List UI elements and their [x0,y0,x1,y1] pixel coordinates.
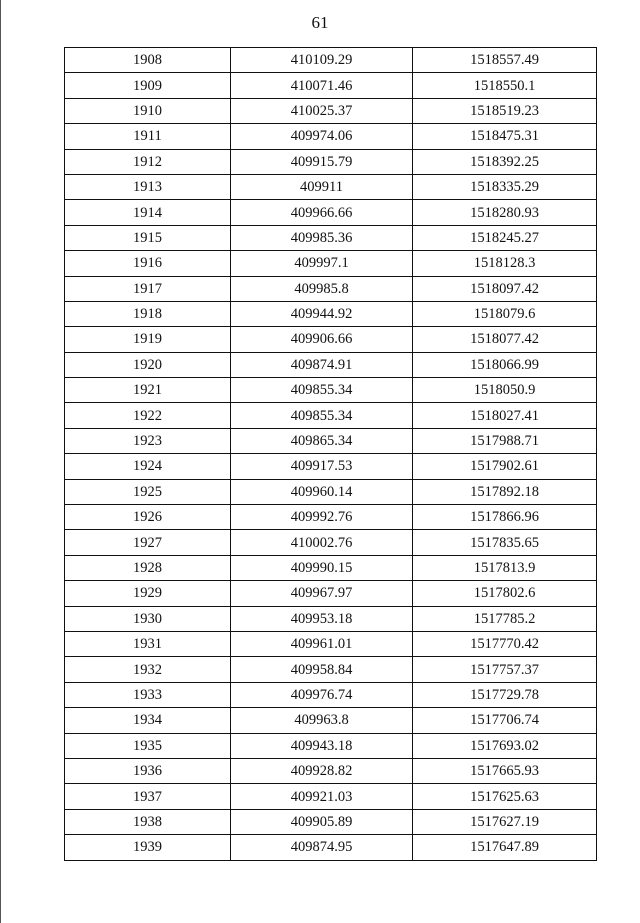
x-coordinate-cell: 409966.66 [231,200,413,225]
point-number-cell: 1917 [65,276,231,301]
table-row [65,48,597,73]
x-coordinate-cell: 410071.46 [231,73,413,98]
y-coordinate-cell: 1517802.6 [413,581,597,606]
x-coordinate-cell: 409911 [231,174,413,199]
y-coordinate-cell: 1517693.02 [413,733,597,758]
table-row [65,606,597,631]
y-coordinate-cell: 1518550.1 [413,73,597,98]
table-row [65,657,597,682]
x-coordinate-cell: 410002.76 [231,530,413,555]
coordinates-table-body [65,48,597,861]
y-coordinate-cell: 1517866.96 [413,505,597,530]
point-number-cell: 1930 [65,606,231,631]
table-row [65,784,597,809]
y-coordinate-cell: 1517902.61 [413,454,597,479]
table-row [65,682,597,707]
table-row [65,479,597,504]
y-coordinate-cell: 1517647.89 [413,835,597,860]
coordinates-table [64,47,597,861]
x-coordinate-cell: 409917.53 [231,454,413,479]
y-coordinate-cell: 1517665.93 [413,758,597,783]
x-coordinate-cell: 409974.06 [231,124,413,149]
point-number-cell: 1927 [65,530,231,555]
table-row [65,428,597,453]
table-row [65,733,597,758]
point-number-cell: 1916 [65,251,231,276]
point-number-cell: 1922 [65,403,231,428]
point-number-cell: 1938 [65,809,231,834]
table-row [65,555,597,580]
y-coordinate-cell: 1517892.18 [413,479,597,504]
y-coordinate-cell: 1518128.3 [413,251,597,276]
table-row [65,225,597,250]
point-number-cell: 1909 [65,73,231,98]
point-number-cell: 1928 [65,555,231,580]
y-coordinate-cell: 1517988.71 [413,428,597,453]
table-row [65,251,597,276]
point-number-cell: 1931 [65,631,231,656]
x-coordinate-cell: 409985.8 [231,276,413,301]
point-number-cell: 1934 [65,708,231,733]
y-coordinate-cell: 1518066.99 [413,352,597,377]
x-coordinate-cell: 409960.14 [231,479,413,504]
y-coordinate-cell: 1517770.42 [413,631,597,656]
point-number-cell: 1912 [65,149,231,174]
table-row [65,98,597,123]
point-number-cell: 1918 [65,301,231,326]
y-coordinate-cell: 1518335.29 [413,174,597,199]
x-coordinate-cell: 409915.79 [231,149,413,174]
x-coordinate-cell: 409967.97 [231,581,413,606]
y-coordinate-cell: 1518245.27 [413,225,597,250]
x-coordinate-cell: 409865.34 [231,428,413,453]
table-row [65,631,597,656]
y-coordinate-cell: 1518027.41 [413,403,597,428]
point-number-cell: 1908 [65,48,231,73]
table-row [65,809,597,834]
y-coordinate-cell: 1518079.6 [413,301,597,326]
table-row [65,758,597,783]
point-number-cell: 1929 [65,581,231,606]
x-coordinate-cell: 410025.37 [231,98,413,123]
point-number-cell: 1920 [65,352,231,377]
x-coordinate-cell: 409985.36 [231,225,413,250]
x-coordinate-cell: 409921.03 [231,784,413,809]
table-row [65,378,597,403]
page-left-edge [0,0,1,923]
x-coordinate-cell: 409963.8 [231,708,413,733]
x-coordinate-cell: 409874.91 [231,352,413,377]
x-coordinate-cell: 409905.89 [231,809,413,834]
x-coordinate-cell: 409990.15 [231,555,413,580]
point-number-cell: 1919 [65,327,231,352]
point-number-cell: 1937 [65,784,231,809]
point-number-cell: 1914 [65,200,231,225]
table-row [65,301,597,326]
point-number-cell: 1933 [65,682,231,707]
point-number-cell: 1913 [65,174,231,199]
x-coordinate-cell: 409961.01 [231,631,413,656]
page-number: 61 [311,13,329,32]
point-number-cell: 1915 [65,225,231,250]
y-coordinate-cell: 1518557.49 [413,48,597,73]
point-number-cell: 1921 [65,378,231,403]
x-coordinate-cell: 409944.92 [231,301,413,326]
x-coordinate-cell: 409953.18 [231,606,413,631]
x-coordinate-cell: 409855.34 [231,378,413,403]
point-number-cell: 1926 [65,505,231,530]
x-coordinate-cell: 409928.82 [231,758,413,783]
x-coordinate-cell: 409992.76 [231,505,413,530]
table-row [65,352,597,377]
y-coordinate-cell: 1517757.37 [413,657,597,682]
table-row [65,73,597,98]
y-coordinate-cell: 1517625.63 [413,784,597,809]
table-row [65,454,597,479]
x-coordinate-cell: 409976.74 [231,682,413,707]
y-coordinate-cell: 1517785.2 [413,606,597,631]
y-coordinate-cell: 1517706.74 [413,708,597,733]
table-row [65,276,597,301]
x-coordinate-cell: 410109.29 [231,48,413,73]
table-row [65,149,597,174]
point-number-cell: 1932 [65,657,231,682]
y-coordinate-cell: 1517813.9 [413,555,597,580]
point-number-cell: 1935 [65,733,231,758]
y-coordinate-cell: 1518475.31 [413,124,597,149]
y-coordinate-cell: 1518097.42 [413,276,597,301]
y-coordinate-cell: 1518280.93 [413,200,597,225]
x-coordinate-cell: 409958.84 [231,657,413,682]
y-coordinate-cell: 1518392.25 [413,149,597,174]
table-row [65,327,597,352]
point-number-cell: 1923 [65,428,231,453]
table-row [65,505,597,530]
point-number-cell: 1911 [65,124,231,149]
table-row [65,708,597,733]
point-number-cell: 1924 [65,454,231,479]
x-coordinate-cell: 409855.34 [231,403,413,428]
table-row [65,581,597,606]
table-row [65,124,597,149]
point-number-cell: 1910 [65,98,231,123]
x-coordinate-cell: 409943.18 [231,733,413,758]
y-coordinate-cell: 1518050.9 [413,378,597,403]
table-row [65,403,597,428]
point-number-cell: 1936 [65,758,231,783]
table-row [65,200,597,225]
y-coordinate-cell: 1518519.23 [413,98,597,123]
y-coordinate-cell: 1517835.65 [413,530,597,555]
y-coordinate-cell: 1518077.42 [413,327,597,352]
x-coordinate-cell: 409906.66 [231,327,413,352]
y-coordinate-cell: 1517627.19 [413,809,597,834]
table-row [65,174,597,199]
table-row [65,835,597,860]
point-number-cell: 1939 [65,835,231,860]
x-coordinate-cell: 409997.1 [231,251,413,276]
x-coordinate-cell: 409874.95 [231,835,413,860]
y-coordinate-cell: 1517729.78 [413,682,597,707]
point-number-cell: 1925 [65,479,231,504]
table-row [65,530,597,555]
